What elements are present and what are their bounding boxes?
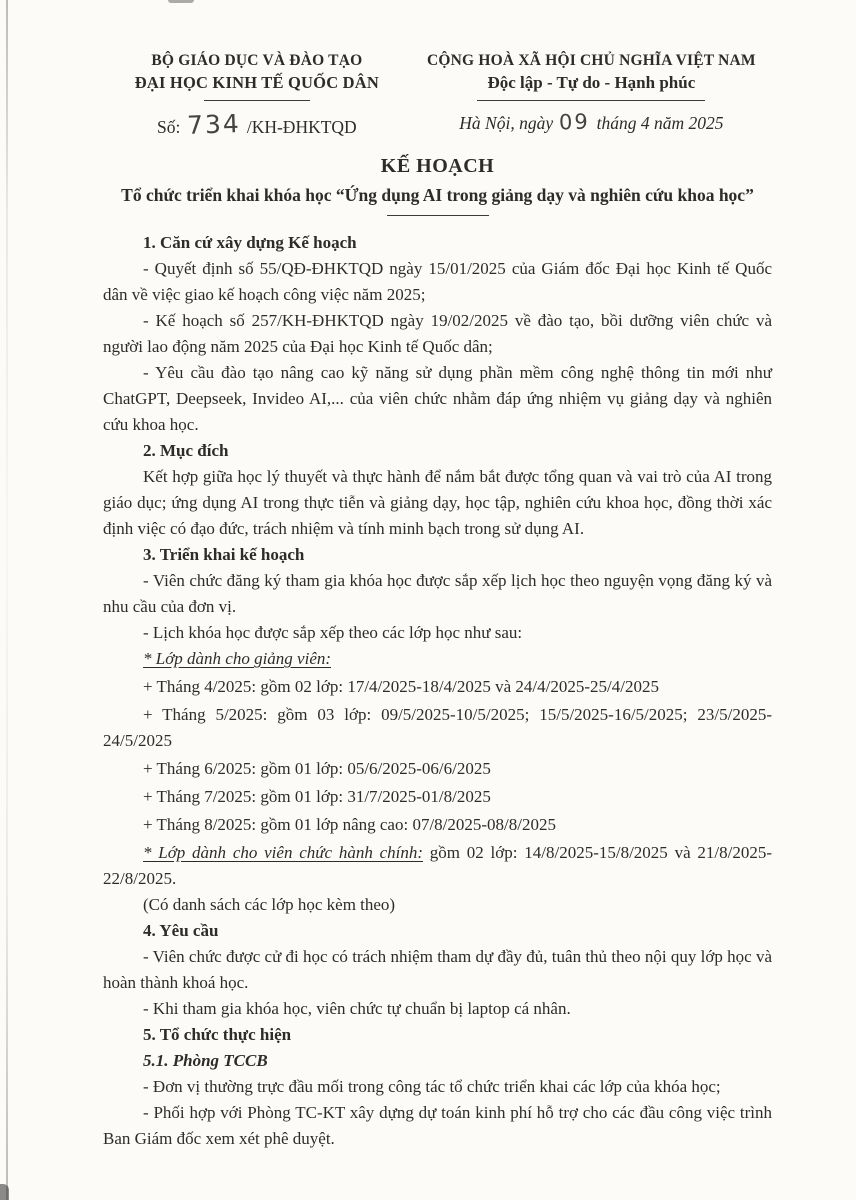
- document-number-prefix: Số:: [157, 117, 181, 137]
- section-heading: 4. Yêu cầu: [143, 921, 219, 940]
- document-number-line: [103, 109, 411, 140]
- section-heading: 1. Căn cứ xây dựng Kế hoạch: [143, 233, 357, 252]
- national-motto: Độc lập - Tự do - Hạnh phúc: [487, 73, 696, 92]
- class-type-detail: gồm 02 lớp: 14/8/2025-15/8/2025 và 21/8/2025-22/8/2025.: [103, 843, 772, 888]
- section-heading: 5. Tổ chức thực hiện: [143, 1025, 292, 1044]
- document-number-handwritten: 734: [186, 109, 241, 140]
- scan-speck-bottom: [0, 1184, 9, 1200]
- body-paragraph: - Lịch khóa học được sắp xếp theo các lớp học như sau:: [143, 623, 523, 642]
- university-name: ĐẠI HỌC KINH TẾ QUỐC DÂN: [134, 73, 379, 92]
- scan-edge-artifact: [6, 0, 8, 1200]
- body-paragraph: - Kế hoạch số 257/KH-ĐHKTQD ngày 19/02/2025 về đào tạo, bồi dưỡng viên chức và người lao động năm 2025 của Đại học Kinh tế Quốc dân;: [103, 311, 772, 356]
- ministry-name: BỘ GIÁO DỤC VÀ ĐÀO TẠO: [151, 52, 363, 69]
- document-header: [103, 52, 772, 138]
- body-paragraph: - Viên chức đăng ký tham gia khóa học được sắp xếp lịch học theo nguyện vọng đăng ký và nhu cầu của đơn vị.: [103, 571, 772, 616]
- date-suffix: tháng 4 năm 2025: [596, 113, 724, 133]
- body-paragraph: [103, 840, 772, 892]
- schedule-item: + Tháng 8/2025: gồm 01 lớp nâng cao: 07/8/2025-08/8/2025: [143, 815, 557, 834]
- document-title: KẾ HOẠCH: [380, 155, 495, 177]
- document-body: [103, 230, 772, 1152]
- body-paragraph: - Đơn vị thường trực đầu mối trong công tác tổ chức triển khai các lớp của khóa học;: [143, 1077, 721, 1096]
- schedule-item: + Tháng 7/2025: gồm 01 lớp: 31/7/2025-01/8/2025: [143, 787, 491, 806]
- section-heading: 2. Mục đích: [143, 441, 229, 460]
- schedule-item: + Tháng 6/2025: gồm 01 lớp: 05/6/2025-06/6/2025: [143, 759, 491, 778]
- body-paragraph: - Viên chức được cử đi học có trách nhiệm tham dự đầy đủ, tuân thủ theo nội quy lớp học và hoàn thành khoá học.: [103, 947, 772, 992]
- document-number-suffix: /KH-ĐHKTQD: [246, 117, 357, 137]
- date-prefix: Hà Nội, ngày: [459, 113, 554, 133]
- body-paragraph: Kết hợp giữa học lý thuyết và thực hành để nắm bắt được tổng quan và vai trò của AI trong giáo dục; ứng dụng AI trong thực tiễn và giảng dạy, học tập, nghiên cứu khoa học, đồng thời xác định việc có đạo đức, trách nhiệm và tính minh bạch trong sử dụng AI.: [103, 467, 772, 538]
- schedule-item: + Tháng 5/2025: gồm 03 lớp: 09/5/2025-10/5/2025; 15/5/2025-16/5/2025; 23/5/2025-24/5/2025: [103, 705, 772, 750]
- motto-underline-rule: [477, 100, 705, 101]
- date-day-handwritten: 09: [559, 109, 591, 135]
- body-paragraph: - Yêu cầu đào tạo nâng cao kỹ năng sử dụng phần mềm công nghệ thông tin mới như ChatGPT, Deepseek, Invideo AI,... của viên chức nhằm đáp ứng nhiệm vụ giảng dạy và nghiên cứu khoa học.: [103, 363, 772, 434]
- country-name: CỘNG HOÀ XÃ HỘI CHỦ NGHĨA VIỆT NAM: [426, 52, 756, 69]
- title-underline-rule: [387, 215, 489, 216]
- issuing-agency-block: [103, 52, 411, 138]
- section-heading: 3. Triển khai kế hoạch: [143, 545, 305, 564]
- date-line: [411, 109, 772, 135]
- body-paragraph: (Có danh sách các lớp học kèm theo): [143, 895, 396, 914]
- body-paragraph: - Phối hợp với Phòng TC-KT xây dựng dự toán kinh phí hỗ trợ cho các đầu công việc trình Ban Giám đốc xem xét phê duyệt.: [103, 1103, 772, 1148]
- scan-speck-top: [168, 0, 194, 3]
- agency-underline-rule: [204, 100, 310, 101]
- body-paragraph: - Quyết định số 55/QĐ-ĐHKTQD ngày 15/01/2025 của Giám đốc Đại học Kinh tế Quốc dân về việc giao kế hoạch công việc năm 2025;: [103, 259, 772, 304]
- body-paragraph: - Khi tham gia khóa học, viên chức tự chuẩn bị laptop cá nhân.: [143, 999, 571, 1018]
- class-type-heading: * Lớp dành cho giảng viên:: [143, 649, 332, 668]
- schedule-item: + Tháng 4/2025: gồm 02 lớp: 17/4/2025-18/4/2025 và 24/4/2025-25/4/2025: [143, 677, 659, 696]
- document-subtitle: Tổ chức triển khai khóa học “Ứng dụng AI trong giảng dạy và nghiên cứu khoa học”: [121, 185, 754, 205]
- subsection-heading: 5.1. Phòng TCCB: [143, 1051, 268, 1070]
- national-motto-block: [411, 52, 772, 138]
- class-type-heading-inline: * Lớp dành cho viên chức hành chính:: [143, 843, 424, 862]
